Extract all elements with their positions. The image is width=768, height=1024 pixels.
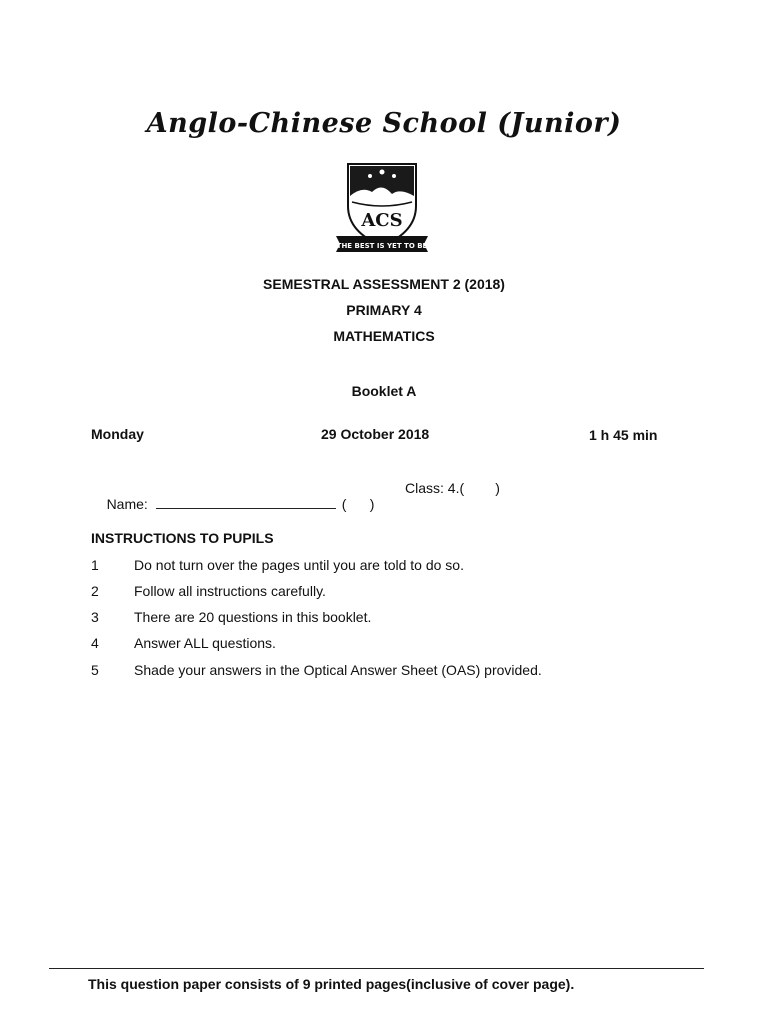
name-field-row — [91, 480, 374, 528]
booklet-title: Booklet A — [351, 383, 417, 399]
school-name: Anglo-Chinese School (Junior) — [146, 108, 622, 139]
instruction-number: 1 — [91, 557, 99, 573]
name-blank[interactable] — [156, 496, 336, 509]
exam-day: Monday — [91, 426, 144, 442]
footer-divider — [49, 968, 704, 969]
instruction-item — [91, 609, 371, 625]
instruction-item — [91, 635, 276, 651]
class-label[interactable]: Class: 4.( ) — [405, 480, 500, 496]
instructions-title: INSTRUCTIONS TO PUPILS — [91, 530, 274, 546]
assessment-title: SEMESTRAL ASSESSMENT 2 (2018) — [263, 276, 505, 292]
instruction-text: Answer ALL questions. — [134, 635, 276, 651]
instruction-number: 5 — [91, 662, 99, 678]
instruction-text: Shade your answers in the Optical Answer Sheet (OAS) provided. — [134, 662, 542, 678]
exam-duration: 1 h 45 min — [589, 427, 658, 443]
instruction-item — [91, 557, 464, 573]
subject-title: MATHEMATICS — [333, 328, 435, 344]
instruction-text: Follow all instructions carefully. — [134, 583, 326, 599]
instruction-number: 4 — [91, 635, 99, 651]
school-crest — [330, 158, 434, 258]
crest-monogram: ACS — [361, 210, 403, 231]
instruction-item — [91, 662, 542, 678]
page-count-note: This question paper consists of 9 printed pages(inclusive of cover page). — [88, 976, 575, 992]
instruction-number: 3 — [91, 609, 99, 625]
exam-date: 29 October 2018 — [321, 426, 430, 442]
instruction-text: There are 20 questions in this booklet. — [134, 609, 372, 625]
level-title: PRIMARY 4 — [346, 302, 422, 318]
register-number-bracket[interactable]: ( ) — [341, 496, 375, 512]
instruction-item — [91, 583, 326, 599]
name-label: Name: — [106, 496, 148, 512]
instruction-text: Do not turn over the pages until you are told to do so. — [134, 557, 464, 573]
instruction-number: 2 — [91, 583, 99, 599]
crest-motto: THE BEST IS YET TO BE — [336, 242, 428, 250]
